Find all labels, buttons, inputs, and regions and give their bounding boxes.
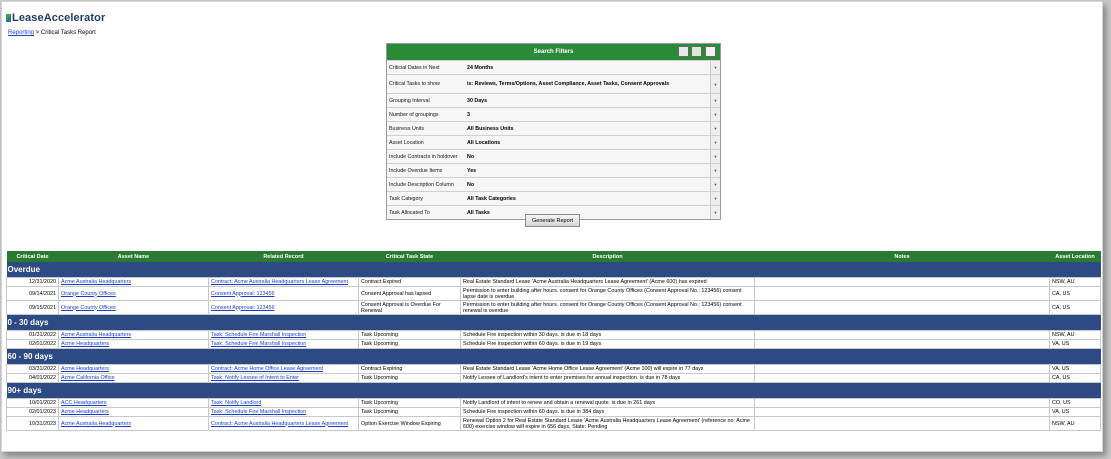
notes-cell [755,417,1050,431]
filter-label: Number of groupings [389,111,439,118]
notes-cell [755,340,1050,349]
chevron-down-icon[interactable]: ▼ [710,75,720,93]
app-logo[interactable]: LeaseAccelerator [6,12,105,24]
asset-name-cell [59,399,209,408]
filter-rows [387,60,720,219]
asset-location-cell: NSW, AU [1050,278,1101,287]
chevron-down-icon[interactable]: ▼ [710,206,720,219]
related-record-link[interactable]: Consent Approval: 123456 [211,304,275,311]
group-title: 90+ days [7,383,1101,399]
column-header-asset-name[interactable]: Asset Name [59,251,209,262]
chevron-down-icon[interactable]: ▼ [710,136,720,149]
table-row [7,408,1101,417]
asset-name-cell [59,408,209,417]
description-cell: Permission to enter building after hours. consent for Orange County Offices (Consent Approval No.: 123456) consent renewal is overdue [461,301,755,315]
breadcrumb-separator: > [34,30,41,36]
asset-location-cell: CA, US [1050,287,1101,301]
chevron-down-icon[interactable]: ▼ [710,164,720,177]
search-filters-panel [386,43,721,220]
task-state-cell: Task Upcoming [359,399,461,408]
chevron-down-icon[interactable]: ▼ [710,108,720,121]
asset-location-cell: CA, US [1050,301,1101,315]
table-body [7,262,1101,431]
filter-value: All Task Categories [467,195,516,202]
filter-value: No [467,153,475,160]
related-record-link[interactable]: Task: Notify Lessee of Intent to Enter [211,375,300,381]
asset-name-link[interactable]: Acme Headquarters [61,366,109,372]
table-row [7,301,1101,315]
asset-location-cell: VA, US [1050,408,1101,417]
task-state-cell: Task Upcoming [359,408,461,417]
filter-value: 24 Months [467,64,494,71]
notes-cell [755,408,1050,417]
filter-value: All Tasks [467,209,490,216]
asset-name-link[interactable]: Orange County Offices [61,304,116,311]
notes-cell [755,399,1050,408]
asset-name-cell [59,374,209,383]
filter-label: Task Allocated To [389,209,430,216]
group-title: Overdue [7,262,1101,278]
task-state-cell: Task Upcoming [359,374,461,383]
critical-date-cell: 02/01/2022 [7,340,59,349]
column-header-asset-location[interactable]: Asset Location [1050,251,1101,262]
table-row [7,365,1101,374]
asset-location-cell: NSW, AU [1050,417,1101,431]
group-title: 60 - 90 days [7,349,1101,365]
filter-row[interactable] [387,149,720,163]
group-row [7,315,1101,331]
related-record-cell [209,278,359,287]
group-title: 0 - 30 days [7,315,1101,331]
filter-label: Business Units [389,125,425,132]
column-header-critical-task-state[interactable]: Critical Task State [359,251,461,262]
filter-row[interactable] [387,60,720,74]
table-row [7,331,1101,340]
related-record-cell [209,417,359,431]
related-record-link[interactable]: Contract: Acme Home Office Lease Agreement [211,366,323,372]
group-row [7,349,1101,365]
related-record-link[interactable]: Contract: Acme Australia Headquarters Lease Agreement [211,420,348,427]
notes-cell [755,301,1050,315]
task-state-cell: Option Exercise Window Expiring [359,417,461,431]
table-row [7,278,1101,287]
description-cell: Permission to enter building after hours. consent for Orange County Offices (Consent Approval No.: 123456) consent lapse date is overdue [461,287,755,301]
filter-row[interactable] [387,177,720,191]
notes-cell [755,374,1050,383]
task-state-cell: Contract Expiring [359,365,461,374]
filter-label: Task Category [389,195,423,202]
critical-date-cell: 01/31/2022 [7,331,59,340]
critical-date-cell: 03/31/2022 [7,365,59,374]
asset-name-link[interactable]: Acme Australia Headquarters [61,420,132,427]
export-excel-icon[interactable] [691,46,702,57]
chevron-down-icon[interactable]: ▼ [710,192,720,205]
save-icon[interactable] [678,46,689,57]
search-filters-header [387,44,720,60]
description-cell: Real Estate Standard Lease 'Acme Australia Headquarters Lease Agreement' (Acme 600) has expired [461,278,755,287]
asset-location-cell: NSW, AU [1050,331,1101,340]
group-row [7,262,1101,278]
task-state-cell: Contract Expired [359,278,461,287]
critical-date-cell: 09/15/2021 [7,301,59,315]
task-state-cell: Consent Approval is Overdue For Renewal [359,301,461,315]
filter-row[interactable] [387,107,720,121]
asset-name-link[interactable]: Acme Australia Headquarters [61,332,132,338]
critical-date-cell: 02/01/2023 [7,408,59,417]
column-header-related-record[interactable]: Related Record [209,251,359,262]
asset-name-cell [59,365,209,374]
table-row [7,287,1101,301]
asset-name-link[interactable]: ACC Headquarters [61,400,107,406]
critical-date-cell: 10/31/2023 [7,417,59,431]
filter-label: Asset Location [389,139,424,146]
asset-name-cell [59,278,209,287]
filter-label: Critical Tasks to show [389,81,440,87]
related-record-link[interactable]: Task: Schedule Fire Marshall Inspection [211,341,307,347]
asset-location-cell: VA, US [1050,340,1101,349]
asset-name-link[interactable]: Acme Australia Headquarters [61,279,132,285]
related-record-link[interactable]: Task: Notify Landlord [211,400,262,406]
filter-value: 3 [467,111,470,118]
related-record-cell [209,331,359,340]
description-cell: Schedule Fire inspection within 60 days. is due in 384 days [461,408,755,417]
notes-cell [755,365,1050,374]
asset-name-link[interactable]: Acme Headquarters [61,341,109,347]
description-cell: Schedule Fire inspection within 60 days. is due in 19 days [461,340,755,349]
search-filters-title: Search Filters [533,49,574,55]
asset-name-cell [59,417,209,431]
notes-cell [755,331,1050,340]
related-record-link[interactable]: Consent Approval: 123456 [211,290,275,297]
critical-date-cell: 09/14/2021 [7,287,59,301]
asset-name-cell [59,287,209,301]
task-state-cell: Task Upcoming [359,340,461,349]
column-header-critical-date[interactable]: Critical Date [7,251,59,262]
asset-name-link[interactable]: Acme Headquarters [61,409,109,415]
task-state-cell: Consent Approval has lapsed [359,287,461,301]
filter-row[interactable] [387,74,720,93]
asset-location-cell: CA, US [1050,374,1101,383]
filter-value: 30 Days [467,97,488,104]
filter-label: Include Contracts in holdover [389,153,458,160]
filter-row[interactable] [387,135,720,149]
table-row [7,399,1101,408]
filter-value: is: Reviews, Terms/Options, Asset Compliance, Asset Tasks, Consent Approvals [467,81,670,87]
table-row [7,340,1101,349]
breadcrumb [8,30,96,36]
notes-cell [755,278,1050,287]
notes-cell [755,287,1050,301]
related-record-link[interactable]: Task: Schedule Fire Marshall Inspection [211,332,307,338]
filter-row[interactable] [387,121,720,135]
table-row [7,417,1101,431]
chevron-down-icon[interactable]: ▼ [710,178,720,191]
chevron-down-icon[interactable]: ▼ [710,61,720,74]
filter-value: Yes [467,167,477,174]
column-header-description[interactable]: Description [461,251,755,262]
table-header-row [7,251,1101,262]
related-record-cell [209,374,359,383]
filter-value: All Locations [467,139,501,146]
critical-date-cell: 12/31/2020 [7,278,59,287]
filter-row[interactable] [387,93,720,107]
asset-location-cell: CO, US [1050,399,1101,408]
asset-name-cell [59,331,209,340]
generate-report-button[interactable]: Generate Report [525,214,580,227]
asset-location-cell: VA, US [1050,365,1101,374]
description-cell: Notify Lessee of Landlord's intent to enter premises for annual inspection. is due in 78 days [461,374,755,383]
breadcrumb-link-reporting[interactable]: Reporting [8,30,35,36]
group-row [7,383,1101,399]
table-row [7,374,1101,383]
related-record-cell [209,365,359,374]
collapse-icon[interactable] [705,46,716,57]
related-record-link[interactable]: Contract: Acme Australia Headquarters Lease Agreement [211,279,348,285]
filter-row[interactable] [387,163,720,177]
filter-label: Criticial Dates in Next [389,64,440,71]
filter-label: Include Overdue Items [389,167,443,174]
column-header-notes[interactable]: Notes [755,251,1050,262]
critical-date-cell: 04/01/2022 [7,374,59,383]
related-record-cell [209,301,359,315]
chevron-down-icon[interactable]: ▼ [710,122,720,135]
related-record-link[interactable]: Task: Schedule Fire Marshall Inspection [211,409,307,415]
filter-row[interactable] [387,191,720,205]
critical-tasks-table [6,251,1101,431]
chevron-down-icon[interactable]: ▼ [710,94,720,107]
task-state-cell: Task Upcoming [359,331,461,340]
asset-name-link[interactable]: Acme California Office [61,375,115,381]
chevron-down-icon[interactable]: ▼ [710,150,720,163]
related-record-cell [209,408,359,417]
related-record-cell [209,287,359,301]
filter-label: Grouping Interval [389,97,430,104]
app-window [1,1,1103,452]
breadcrumb-current: Critical Tasks Report [40,30,96,36]
filter-value: All Business Units [467,125,514,132]
logo-mark-icon [6,14,11,22]
description-cell: Renewal Option 2 for Real Estate Standard Lease 'Acme Australia Headquarters Lease Agreement' (reference no: Acme 600) exercise window will expire in 656 days, State: Pending [461,417,755,431]
related-record-cell [209,340,359,349]
description-cell: Notify Landlord of intent to renew and obtain a renewal quote. is due in 261 days [461,399,755,408]
asset-name-cell [59,340,209,349]
asset-name-link[interactable]: Orange County Offices [61,290,116,297]
filter-value: No [467,181,475,188]
critical-date-cell: 10/01/2022 [7,399,59,408]
filter-label: Include Description Column [389,181,454,188]
asset-name-cell [59,301,209,315]
description-cell: Real Estate Standard Lease 'Acme Home Office Lease Agreement' (Acme 100) will expire in 77 days [461,365,755,374]
description-cell: Schedule Fire inspection within 30 days. is due in 18 days [461,331,755,340]
related-record-cell [209,399,359,408]
